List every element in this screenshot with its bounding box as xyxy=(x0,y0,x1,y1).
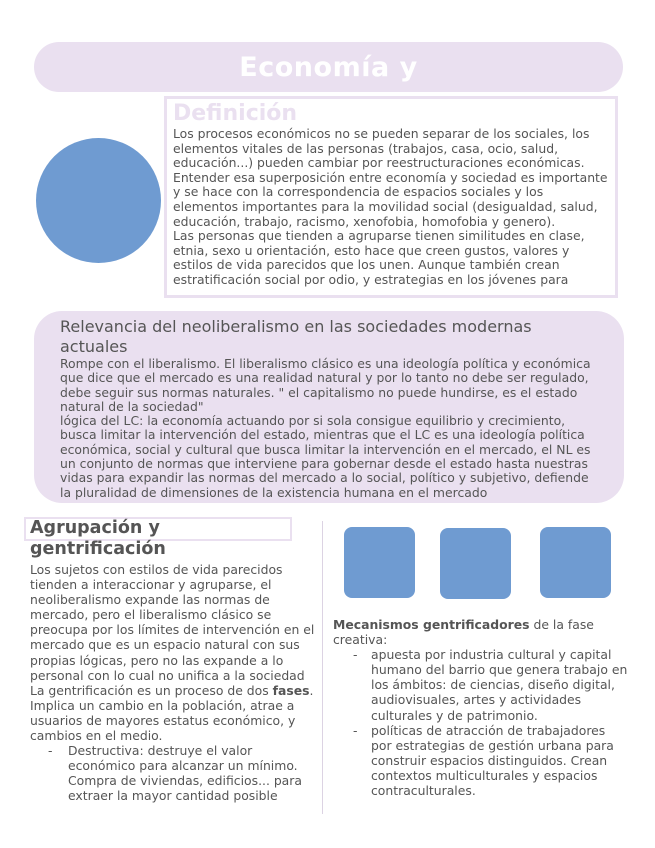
list-item xyxy=(333,647,629,722)
definition-paragraph: Las personas que tienden a agruparse tienen similitudes en clase, etnia, sexo u orientación, esto hace que creen gustos, valores y estilos de vida parecidos que los unen. Aunque también crean estratificación social por odio, y estrategias en los jóvenes para xyxy=(173,228,585,287)
decorative-square xyxy=(344,527,415,598)
list-item-text: políticas de atracción de trabajadores por estrategias de gestión urbana para construir espacios distinguidos. Crean contextos multiculturales y espacios contraculturales. xyxy=(371,722,614,799)
definition-section xyxy=(164,96,618,298)
definition-body xyxy=(173,127,611,288)
relevance-paragraph: Rompe con el liberalismo. El liberalismo clásico es una ideología política y económica que dice que el mercado es una realidad natural y por lo tanto no debe ser regulado, debe seguir sus normas naturales. " el capitalismo no puede hundirse, es el estado natural de la sociedad" xyxy=(60,356,591,414)
definition-paragraph: Los procesos económicos no se pueden separar de los sociales, los elementos vitales de las personas (trabajos, casa, ocio, salud, educación...) pueden cambiar por reestructuraciones económicas. Entender esa superposición entre economía y sociedad es importante y se hace con la correspondencia de espacios sociales y los elementos importantes para la movilidad social (desigualdad, salud, educación, trabajo, racismo, xenofobia, homofobia y genero). xyxy=(173,126,608,229)
list-item xyxy=(30,743,316,803)
decorative-square xyxy=(540,527,611,598)
relevance-heading: Relevancia del neoliberalismo en las sociedades modernas actuales xyxy=(60,317,532,356)
list-item xyxy=(333,723,629,798)
relevance-body xyxy=(60,357,598,500)
bullet-dash: - xyxy=(353,722,358,738)
grouping-heading: Agrupación y gentrificación xyxy=(30,518,166,559)
text-span: . Implica un cambio en la población, atrae a usuarios de mayores estatus económico, y cambios en el medio. xyxy=(30,682,314,744)
column-divider xyxy=(322,521,323,814)
bullet-dash: - xyxy=(48,743,53,759)
bullet-dash: - xyxy=(353,647,358,663)
decorative-circle xyxy=(36,138,161,263)
definition-heading: Definición xyxy=(173,101,298,126)
page-title: Economía y xyxy=(239,51,418,83)
phases-bold: fases xyxy=(272,682,310,698)
decorative-square xyxy=(440,528,511,599)
relevance-paragraph: lógica del LC: la economía actuando por si sola consigue equilibrio y crecimiento, busca limitar la intervención del estado, mientras que el LC es una ideología política económica, social y cultural que busca limitar la intervención en el mercado, el NL es un conjunto de normas que interviene para gobernar desde el estado hasta nuestras vidas para expandir las normas del mercado a lo social, político y subjetivo, defiende la pluralidad de dimensiones de la existencia humana en el mercado xyxy=(60,413,591,500)
title-banner xyxy=(34,42,623,92)
grouping-paragraph-phases xyxy=(30,683,316,743)
mechanisms-list xyxy=(333,647,629,798)
grouping-paragraph: Los sujetos con estilos de vida parecidos tienden a interaccionar y agruparse, el neoliberalismo expande las normas de mercado, pero el liberalismo clásico se preocupa por los límites de intervención en el mercado que es un espacio natural con sus propias lógicas, pero no las expande a lo personal con lo cual no unifica a la sociedad xyxy=(30,562,315,683)
relevance-section xyxy=(34,311,624,503)
mechanisms-section xyxy=(333,617,629,817)
text-span: de la fase creativa: xyxy=(333,617,594,648)
mechanisms-heading-bold: Mecanismos gentrificadores xyxy=(333,617,530,632)
grouping-body xyxy=(30,562,316,818)
text-span: La gentrificación es un proceso de dos xyxy=(30,682,273,698)
mechanisms-heading xyxy=(333,617,629,647)
list-item-text: Destructiva: destruye el valor económico para alcanzar un mínimo. Compra de viviendas, edificios... para extraer la mayor cantidad posible xyxy=(68,743,302,804)
list-item-text: apuesta por industria cultural y capital humano del barrio que genera trabajo en los ámbitos: de ciencias, diseño digital, audiovisuales, artes y actividades culturales y de patrimonio. xyxy=(371,647,628,723)
grouping-list xyxy=(30,743,316,803)
